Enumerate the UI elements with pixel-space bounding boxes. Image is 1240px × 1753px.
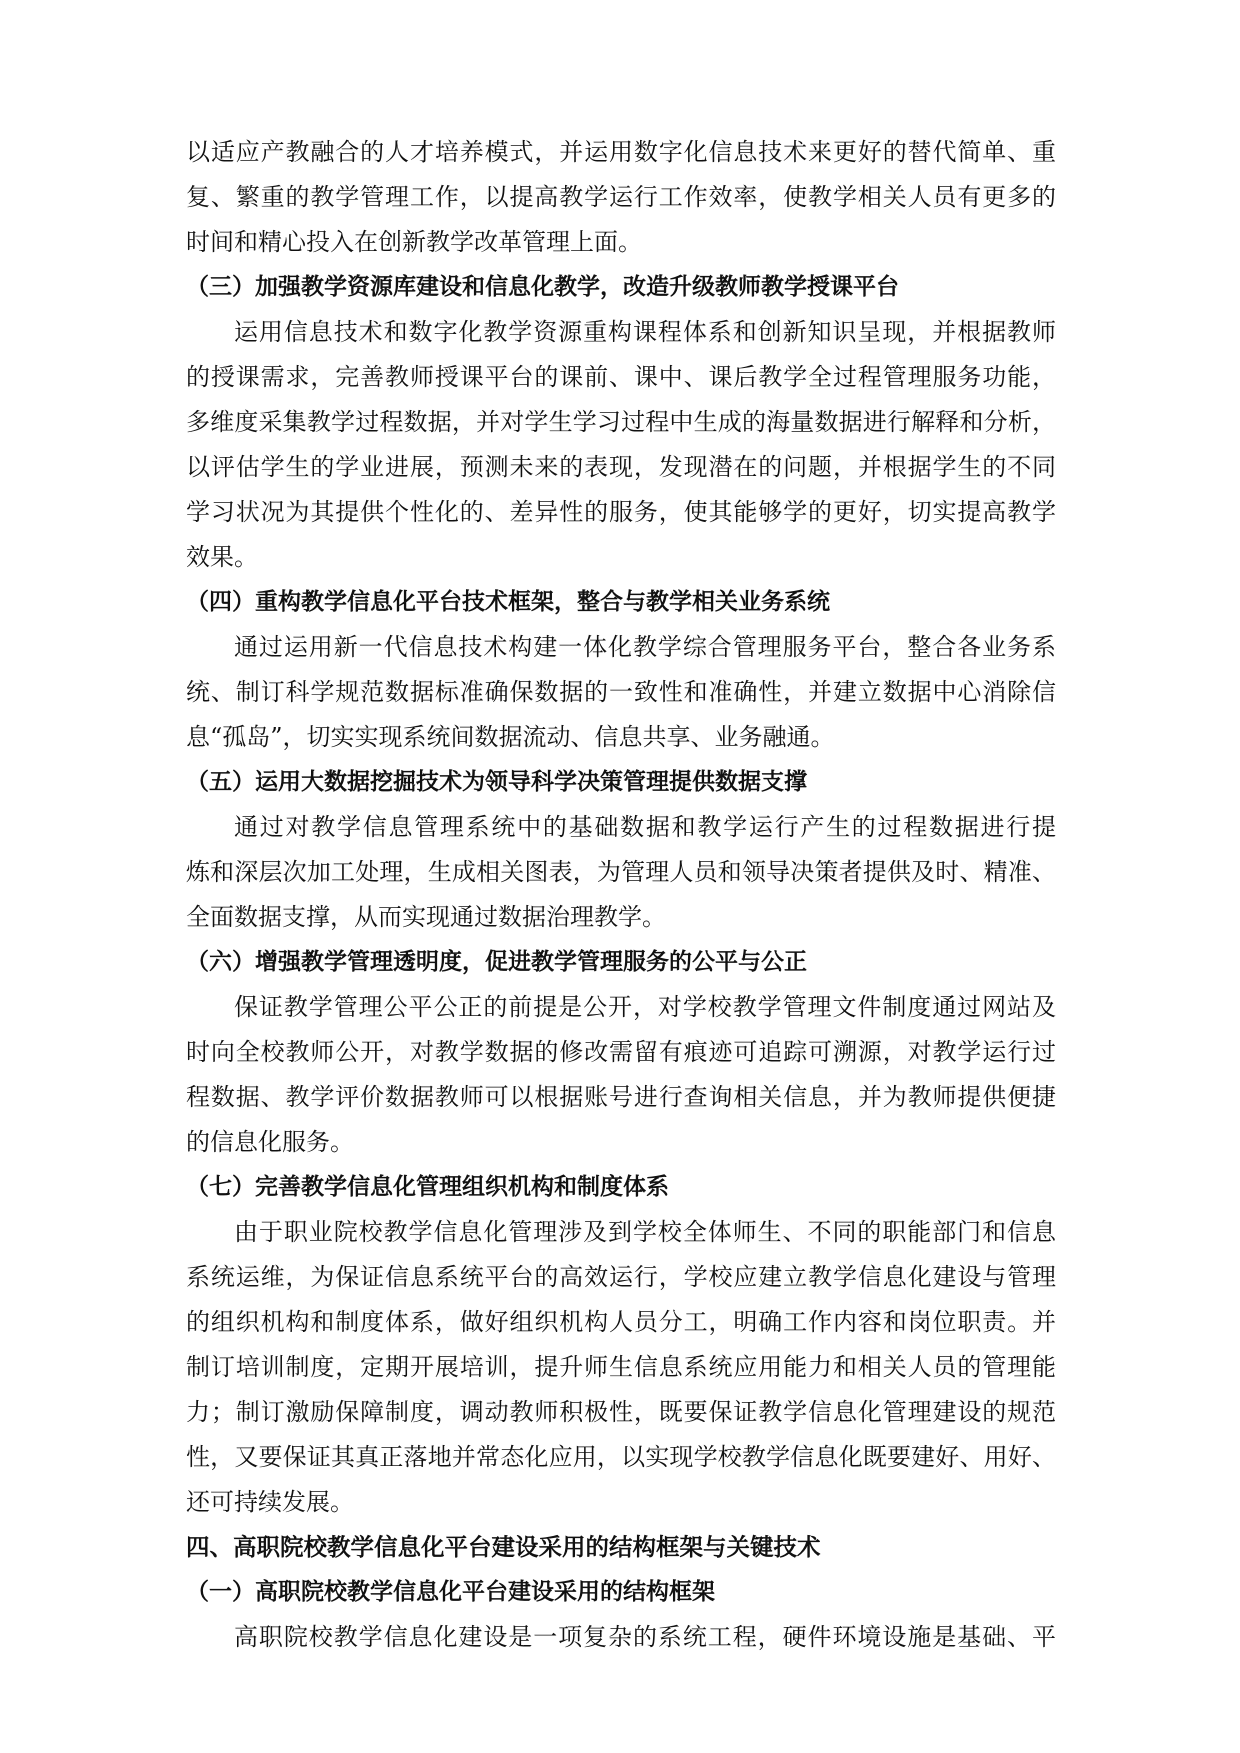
section-heading: （四）重构教学信息化平台技术框架，整合与教学相关业务系统 <box>186 589 830 615</box>
paragraph-first-line: 高职院校教学信息化建设是一项复杂的系统工程，硬件环境设施是基础、平 <box>234 1623 1056 1651</box>
paragraph-line: 息“孤岛”，切实实现系统间数据流动、信息共享、业务融通。 <box>186 723 835 751</box>
paragraph-line: 多维度采集教学过程数据，并对学生学习过程中生成的海量数据进行解释和分析， <box>186 408 1056 436</box>
paragraph-first-line: 通过运用新一代信息技术构建一体化教学综合管理服务平台，整合各业务系 <box>234 633 1056 661</box>
paragraph-line: 的授课需求，完善教师授课平台的课前、课中、课后教学全过程管理服务功能， <box>186 363 1056 391</box>
paragraph-line: 时向全校教师公开，对教学数据的修改需留有痕迹可追踪可溯源，对教学运行过 <box>186 1038 1056 1066</box>
paragraph-first-line: 运用信息技术和数字化教学资源重构课程体系和创新知识呈现，并根据教师 <box>234 318 1056 346</box>
section-heading: （五）运用大数据挖掘技术为领导科学决策管理提供数据支撑 <box>186 769 807 795</box>
chapter-heading: 四、高职院校教学信息化平台建设采用的结构框架与关键技术 <box>186 1533 821 1561</box>
paragraph-line: 以适应产教融合的人才培养模式，并运用数字化信息技术来更好的替代简单、重 <box>186 138 1056 166</box>
paragraph-line: 的信息化服务。 <box>186 1128 354 1156</box>
paragraph-line: 全面数据支撑，从而实现通过数据治理教学。 <box>186 903 666 931</box>
section-heading: （三）加强教学资源库建设和信息化教学，改造升级教师教学授课平台 <box>186 274 899 300</box>
paragraph-line: 效果。 <box>186 543 258 571</box>
document-page <box>186 130 1056 1660</box>
paragraph-line: 的组织机构和制度体系，做好组织机构人员分工，明确工作内容和岗位职责。并 <box>186 1308 1056 1336</box>
paragraph-line: 以评估学生的学业进展，预测未来的表现，发现潜在的问题，并根据学生的不同 <box>186 453 1056 481</box>
section-heading: （一）高职院校教学信息化平台建设采用的结构框架 <box>186 1579 715 1605</box>
section-heading: （七）完善教学信息化管理组织机构和制度体系 <box>186 1174 669 1200</box>
paragraph-first-line: 保证教学管理公平公正的前提是公开，对学校教学管理文件制度通过网站及 <box>234 993 1056 1021</box>
section-heading: （六）增强教学管理透明度，促进教学管理服务的公平与公正 <box>186 949 807 975</box>
paragraph-line: 系统运维，为保证信息系统平台的高效运行，学校应建立教学信息化建设与管理 <box>186 1263 1056 1291</box>
paragraph-line: 炼和深层次加工处理，生成相关图表，为管理人员和领导决策者提供及时、精准、 <box>186 858 1056 886</box>
paragraph-line: 还可持续发展。 <box>186 1488 354 1516</box>
paragraph-line: 时间和精心投入在创新教学改革管理上面。 <box>186 228 642 256</box>
paragraph-first-line: 通过对教学信息管理系统中的基础数据和教学运行产生的过程数据进行提 <box>234 813 1056 841</box>
paragraph-line: 统、制订科学规范数据标准确保数据的一致性和准确性，并建立数据中心消除信 <box>186 678 1056 706</box>
paragraph-line: 性，又要保证其真正落地并常态化应用，以实现学校教学信息化既要建好、用好、 <box>186 1443 1056 1471</box>
paragraph-line: 程数据、教学评价数据教师可以根据账号进行查询相关信息，并为教师提供便捷 <box>186 1083 1056 1111</box>
paragraph-line: 制订培训制度，定期开展培训，提升师生信息系统应用能力和相关人员的管理能 <box>186 1353 1056 1381</box>
paragraph-line: 力；制订激励保障制度，调动教师积极性，既要保证教学信息化管理建设的规范 <box>186 1398 1056 1426</box>
paragraph-line: 复、繁重的教学管理工作，以提高教学运行工作效率，使教学相关人员有更多的 <box>186 183 1056 211</box>
paragraph-line: 学习状况为其提供个性化的、差异性的服务，使其能够学的更好，切实提高教学 <box>186 498 1056 526</box>
paragraph-first-line: 由于职业院校教学信息化管理涉及到学校全体师生、不同的职能部门和信息 <box>234 1218 1056 1246</box>
